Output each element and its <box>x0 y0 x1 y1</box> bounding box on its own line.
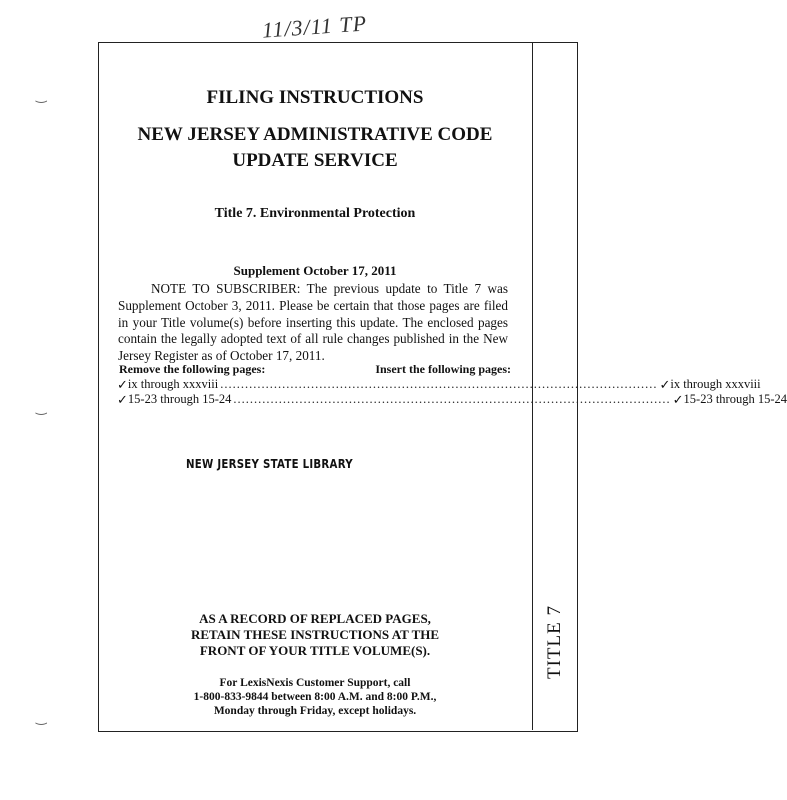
insert-pages-value: 15-23 through 15-24 <box>683 392 787 406</box>
code-heading-line1: NEW JERSEY ADMINISTRATIVE CODE <box>137 124 493 145</box>
check-mark-icon: ✓ <box>117 392 128 407</box>
remove-pages-value: 15-23 through 15-24 <box>127 392 232 406</box>
support-info-line2: 1-800-833-9844 between 8:00 A.M. and 8:00 P.M., <box>193 691 437 703</box>
check-mark-icon: ✓ <box>672 392 684 407</box>
remove-pages-header: Remove the following pages: <box>119 362 266 376</box>
library-stamp: NEW JERSEY STATE LIBRARY <box>186 457 353 471</box>
code-heading-line2: UPDATE SERVICE <box>232 150 398 171</box>
check-mark-icon: ✓ <box>659 377 671 392</box>
check-mark-icon: ✓ <box>117 377 128 392</box>
binder-hole-mark: ‿ <box>36 400 47 415</box>
binder-hole-mark: ‿ <box>36 88 47 103</box>
side-tab-label: TITLE 7 <box>544 604 565 680</box>
handwritten-date: 11/3/11 TP <box>261 10 368 43</box>
title-heading: Title 7. Environmental Protection <box>214 206 416 221</box>
support-info-line1: For LexisNexis Customer Support, call <box>219 677 411 689</box>
pages-table-row <box>117 377 761 393</box>
insert-pages-header: Insert the following pages: <box>375 362 511 376</box>
leader-dots: .......................................................................................................... <box>220 377 658 391</box>
record-notice-line3: FRONT OF YOUR TITLE VOLUME(S). <box>199 643 431 658</box>
record-notice-line2: RETAIN THESE INSTRUCTIONS AT THE <box>190 627 440 642</box>
code-heading <box>98 122 532 174</box>
record-notice-line1: AS A RECORD OF REPLACED PAGES, <box>199 611 431 626</box>
support-info <box>98 676 532 718</box>
leader-dots: .......................................................................................................... <box>233 392 671 406</box>
binder-hole-mark: ‿ <box>36 710 47 725</box>
record-notice <box>98 611 532 659</box>
subscriber-note <box>118 281 508 365</box>
insert-pages-value: ix through xxxviii <box>670 377 761 391</box>
subscriber-note-text: NOTE TO SUBSCRIBER: The previous update to Title 7 was Supplement October 3, 2011. Please be certain that those pages are filed in your Title volume(s) before inserting this update. The enclosed pages contain the legally adopted text of all rule changes published in the New Jersey Register as of October 17, 2011. <box>118 281 508 364</box>
support-info-line3: Monday through Friday, except holidays. <box>213 705 417 717</box>
filing-instructions-heading: FILING INSTRUCTIONS <box>206 87 424 108</box>
remove-pages-value: ix through xxxviii <box>127 377 219 391</box>
supplement-heading: Supplement October 17, 2011 <box>233 263 397 278</box>
pages-table-row <box>117 392 787 408</box>
